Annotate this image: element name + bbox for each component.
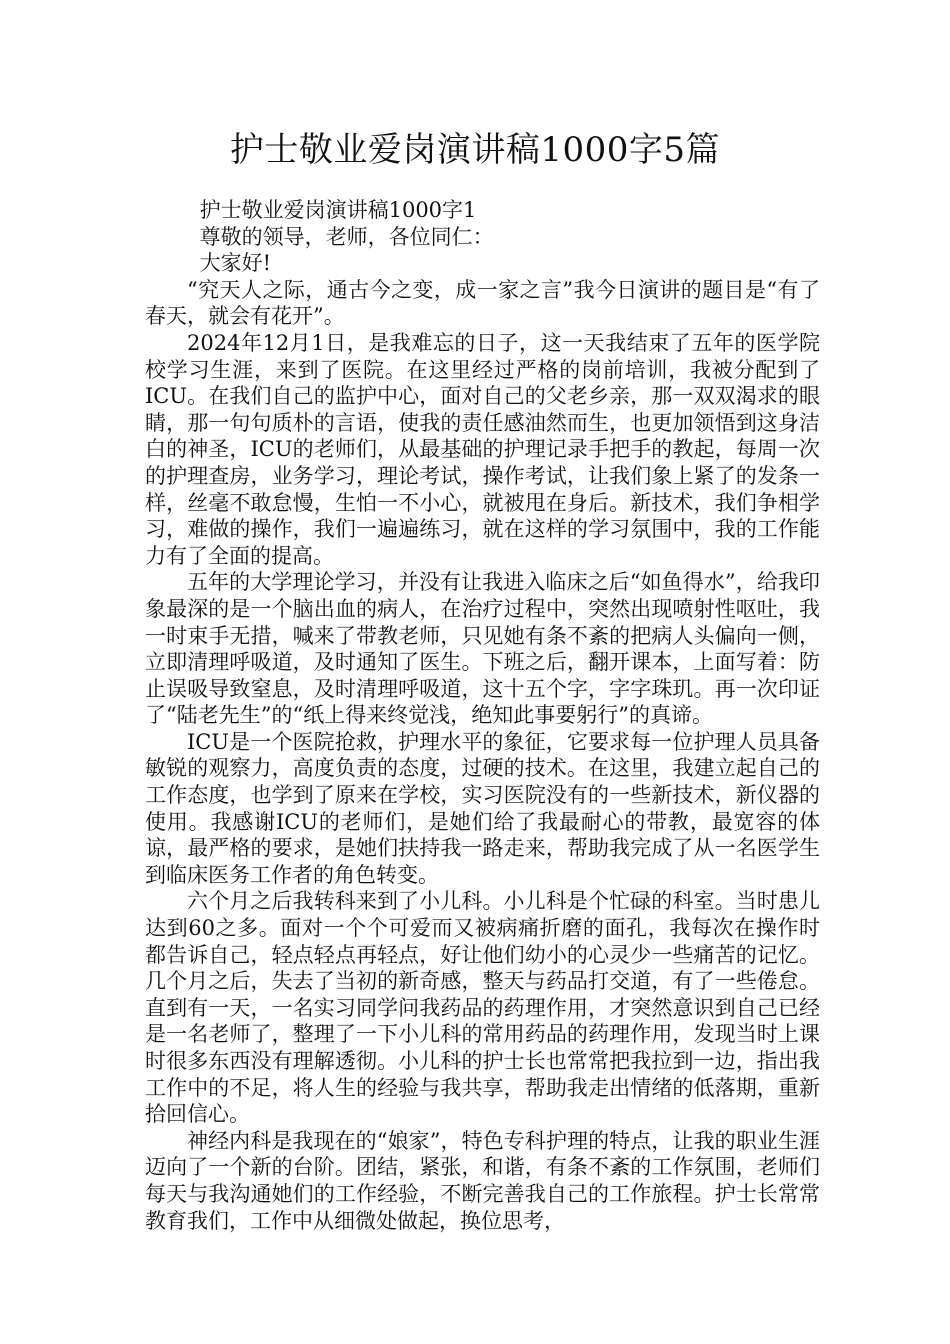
document-body bbox=[145, 197, 820, 1234]
paragraph: 六个月之后我转科来到了小儿科。小儿科是个忙碌的科室。当时患儿达到60之多。面对一个个可爱而又被病痛折磨的面孔，我每次在操作时都告诉自己，轻点轻点再轻点，好让他们幼小的心灵少一些痛苦的记忆。几个月之后，失去了当初的新奇感，整天与药品打交道，有了一些倦怠。直到有一天，一名实习同学问我药品的药理作用，才突然意识到自己已经是一名老师了，整理了一下小儿科的常用药品的药理作用，发现当时上课时很多东西没有理解透彻。小儿科的护士长也常常把我拉到一边，指出我工作中的不足，将人生的经验与我共享，帮助我走出情绪的低落期，重新拾回信心。 bbox=[145, 889, 820, 1127]
document-title: 护士敬业爱岗演讲稿1000字5篇 bbox=[229, 130, 721, 170]
paragraph: 神经内科是我现在的“娘家”，特色专科护理的特点，让我的职业生涯迈向了一个新的台阶。团结，紧张，和谐，有条不紊的工作氛围，老师们每天与我沟通她们的工作经验，不断完善我自己的工作旅程。护士长常常教育我们，工作中从细微处做起，换位思考， bbox=[145, 1128, 820, 1233]
paragraph: “究天人之际，通古今之变，成一家之言”我今日演讲的题目是“有了春天，就会有花开”。 bbox=[145, 277, 820, 329]
section-heading: 护士敬业爱岗演讲稿1000字1 bbox=[199, 198, 477, 222]
paragraph: 2024年12月1日，是我难忘的日子，这一天我结束了五年的医学院校学习生涯，来到了医院。在这里经过严格的岗前培训，我被分配到了ICU。在我们自己的监护中心，面对自己的父老乡亲，那一双双渴求的眼睛，那一句句质朴的言语，使我的责任感油然而生，也更加领悟到这身洁白的神圣，ICU的老师们，从最基础的护理记录手把手的教起，每周一次的护理查房，业务学习，理论考试，操作考试，让我们象上紧了的发条一样，丝毫不敢怠慢，生怕一不小心，就被甩在身后。新技术，我们争相学习，难做的操作，我们一遍遍练习，就在这样的学习氛围中，我的工作能力有了全面的提高。 bbox=[145, 330, 820, 568]
paragraph: 五年的大学理论学习，并没有让我进入临床之后“如鱼得水”，给我印象最深的是一个脑出血的病人，在治疗过程中，突然出现喷射性呕吐，我一时束手无措，喊来了带教老师，只见她有条不紊的把病人头偏向一侧，立即清理呼吸道，及时通知了医生。下班之后，翻开课本，上面写着：防止误吸导致窒息，及时清理呼吸道，这十五个字，字字珠玑。再一次印证了“陆老先生”的“纸上得来终觉浅，绝知此事要躬行”的真谛。 bbox=[145, 570, 820, 728]
greeting: 大家好! bbox=[199, 251, 272, 276]
paragraph: ICU是一个医院抢救，护理水平的象征，它要求每一位护理人员具备敏锐的观察力，高度负责的态度，过硬的技术。在这里，我建立起自己的工作态度，也学到了原来在学校，实习医院没有的一些新技术，新仪器的使用。我感谢ICU的老师们，是她们给了我最耐心的带教，最宽容的体谅，最严格的要求，是她们扶持我一路走来，帮助我完成了从一名医学生到临床医务工作者的角色转变。 bbox=[145, 729, 820, 887]
salutation: 尊敬的领导，老师，各位同仁： bbox=[199, 224, 494, 249]
